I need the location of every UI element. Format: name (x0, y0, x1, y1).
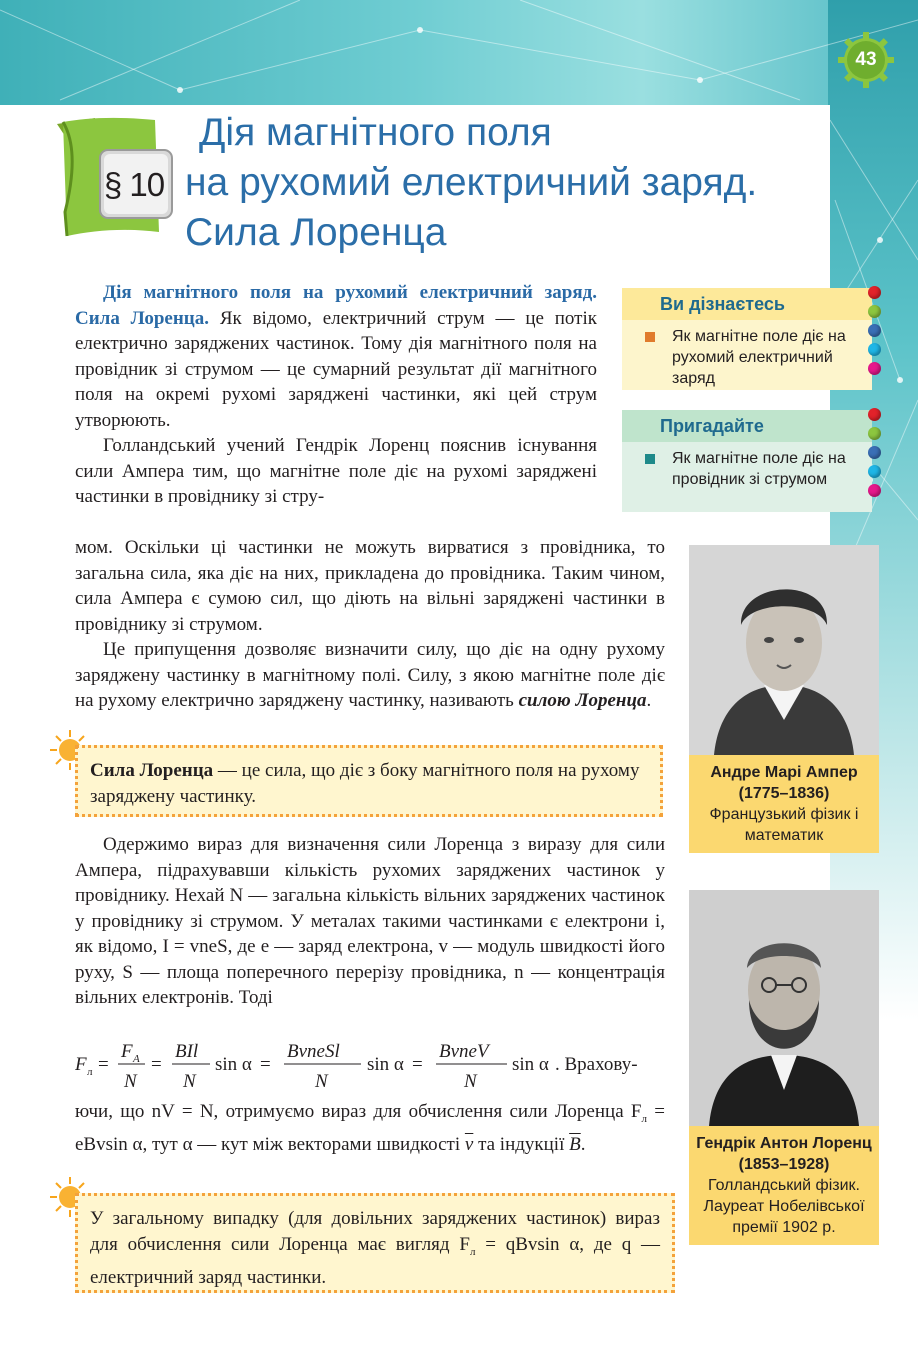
portrait-image (689, 890, 879, 1126)
recall-item: Як магнітне поле діє на провідник зі струмом (672, 450, 846, 488)
section-badge: § 10 (103, 166, 165, 203)
person-description: Французький фізик і математик (709, 806, 859, 844)
dot-icon (868, 484, 881, 497)
vector-b: $\overline{B}$ (569, 1134, 581, 1156)
learn-heading: Ви дізнаєтесь (622, 288, 872, 320)
formula-text: л (87, 1066, 93, 1078)
person-name: Гендрік Антон Лоренц (696, 1135, 872, 1152)
paragraph-1 (75, 280, 597, 510)
formula-text: F (75, 1054, 87, 1075)
color-dots (868, 408, 882, 503)
formula-text: BvneSl (287, 1041, 340, 1062)
recall-heading: Пригадайте (622, 410, 872, 442)
portrait-image (689, 545, 879, 755)
term: силою Лоренца (518, 690, 647, 711)
formula-text: N (183, 1071, 196, 1092)
section-lead: Дія магнітного поля на рухомий електричний заряд. Сила Лоренца. (75, 282, 597, 329)
formula-text: = (260, 1054, 271, 1075)
formula-text: . Врахову- (555, 1054, 638, 1075)
person-description: Голландський фізик. Лауреат Нобелівської премії 1902 р. (703, 1177, 865, 1236)
dot-icon (868, 408, 881, 421)
formula-text: N (124, 1071, 137, 1092)
definition-text: У загальному випадку (для довільних заряджених частинок) вираз для обчислення сили Лоренца має вигляд F (90, 1208, 660, 1255)
portrait-ampere (689, 545, 879, 853)
dot-icon (868, 362, 881, 375)
bullet-icon (645, 332, 655, 342)
title-line: на рухомий електричний заряд. (185, 161, 758, 204)
learn-box (622, 288, 872, 390)
dot-icon (868, 427, 881, 440)
dot-icon (868, 286, 881, 299)
formula-text: = (412, 1054, 423, 1075)
vector-v: $\overline{v}$ (464, 1134, 474, 1156)
paragraph-text: та індукції (473, 1134, 570, 1156)
page-title (185, 108, 825, 258)
formula-text: sin α (367, 1054, 404, 1075)
formula-text: BvneV (439, 1041, 489, 1062)
paragraph-text: = eBvsin α, тут α — кут між векторами швидкості (75, 1101, 666, 1156)
formula-text: F (121, 1041, 133, 1062)
paragraph-text: Голландський учений Гендрік Лоренц пояснив існування сили Ампера тим, що магнітне поле діє на рухомі заряджені частинки в провіднику зі стру- (75, 435, 597, 507)
paragraph-text: . (646, 690, 652, 711)
formula-text: sin α (215, 1054, 252, 1075)
dot-icon (868, 343, 881, 356)
bullet-icon (645, 454, 655, 464)
paragraph-3 (75, 832, 665, 1011)
color-dots (868, 286, 882, 381)
paragraph-4 (75, 1099, 665, 1158)
page-number: 43 (855, 49, 877, 70)
formula-text: = (151, 1054, 162, 1075)
dot-icon (868, 465, 881, 478)
subscript: л (469, 1245, 476, 1258)
paragraph-text: мом. Оскільки ці частинки не можуть вирватися з провідника, то загальна сила, яка діє на них, прикладена до провідника. Таким чином, сила Ампера є сумою сил, що діють на вільні заряджені частинки в провіднику зі струмом. (75, 537, 665, 635)
formula-text: = (98, 1054, 109, 1075)
person-name: Андре Марі Ампер (710, 764, 858, 781)
paragraph-text: . (580, 1134, 586, 1156)
formula-text: N (315, 1071, 328, 1092)
formula-text: A (133, 1053, 140, 1065)
formula-text: N (464, 1071, 477, 1092)
subscript: л (641, 1112, 647, 1125)
definition-box (75, 745, 663, 817)
definition-box (75, 1193, 675, 1293)
portrait-caption (689, 755, 879, 853)
definition-text: = qBvsin α, де q — електричний заряд частинки. (90, 1234, 660, 1288)
formula (75, 1037, 675, 1093)
paragraph-text: ючи, що nV = N, отримуємо вираз для обчислення сили Лоренца F (75, 1101, 642, 1122)
paragraph-text: Одержимо вираз для визначення сили Лоренца з виразу для сили Ампера, підрахувавши кількість рухомих заряджених частинок у провіднику. Нехай N — загальна кількість вільних заряджених частинок у провіднику зі струмом. У металах такими частинками є електрони і, як відомо, I = vneS, де e — заряд електрона, v — модуль швидкості його руху, S — площа поперечного перерізу провідника, n — концентрація вільних електронів. Тоді (75, 834, 665, 1008)
paragraph-text: Це припущення дозволяє визначити силу, що діє на одну рухому заряджену частинку в магнітному полі. Силу, з якою магнітне поле діє на рухому електрично заряджену частинку, називають (75, 639, 665, 711)
paragraph-text: Як відомо, електричний струм — це потік електрично заряджених частинок. Тому дія магнітного поля на провідник зі струмом — це сумарний результат дії магнітного поля на окремі рухомі заряджені частинки, які цей струм утворюють. (75, 307, 597, 431)
dot-icon (868, 324, 881, 337)
recall-box (622, 410, 872, 512)
portrait-lorentz (689, 890, 879, 1245)
formula-text: BIl (175, 1041, 199, 1062)
definition-term: Сила Лоренца (90, 760, 214, 781)
dot-icon (868, 446, 881, 459)
paragraph-2 (75, 535, 665, 714)
title-line: Дія магнітного поля (199, 111, 552, 154)
title-line: Сила Лоренца (185, 211, 447, 254)
portrait-caption (689, 1126, 879, 1245)
person-years: (1775–1836) (738, 785, 830, 802)
person-years: (1853–1928) (738, 1156, 830, 1173)
definition-text: — це сила, що діє з боку магнітного поля на рухому заряджену частинку. (90, 760, 640, 807)
formula-text: sin α (512, 1054, 549, 1075)
learn-item: Як магнітне поле діє на рухомий електричний заряд (672, 328, 846, 387)
dot-icon (868, 305, 881, 318)
